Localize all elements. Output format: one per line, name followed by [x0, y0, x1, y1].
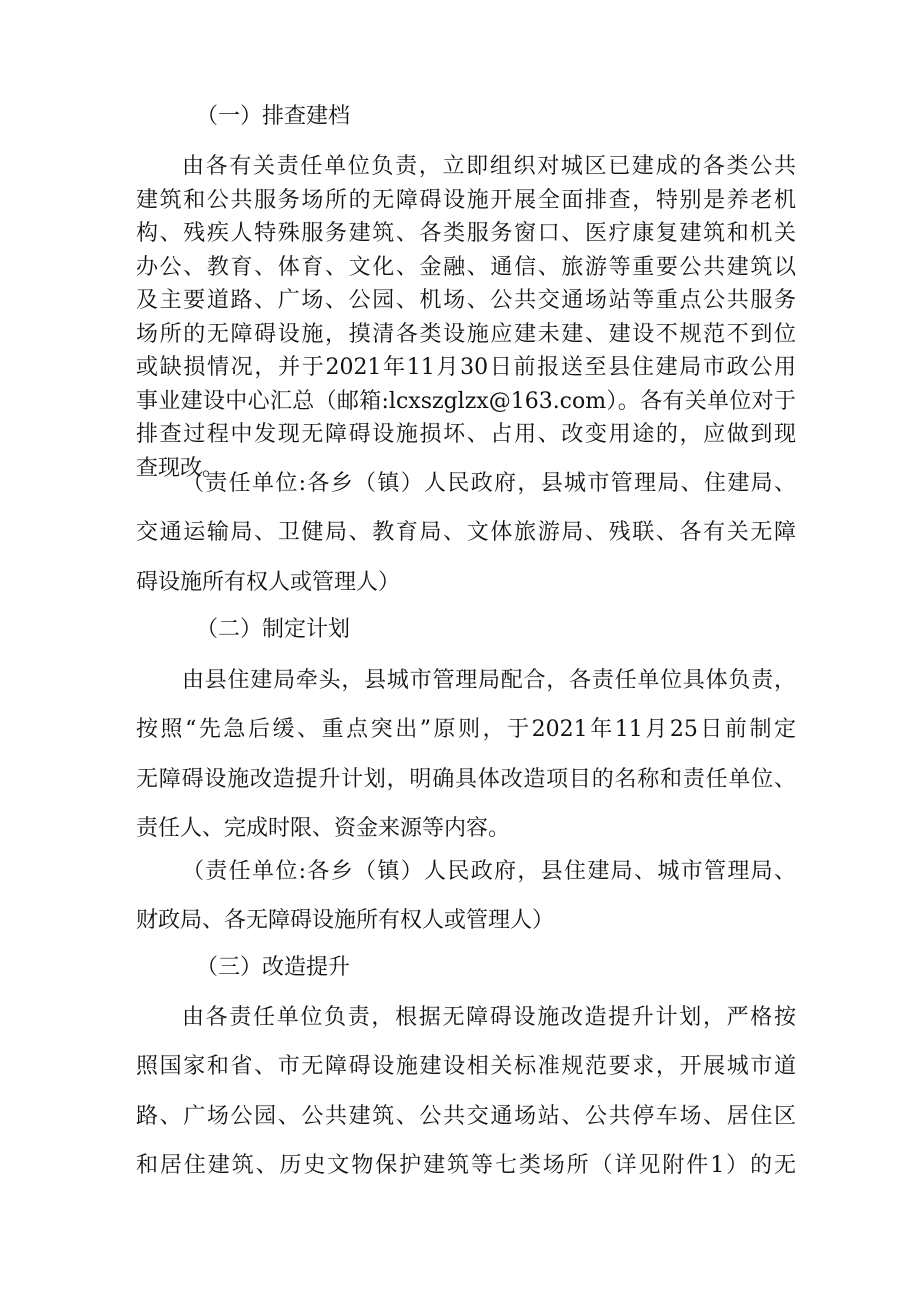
responsibility-line: 交通运输局、卫健局、教育局、文体旅游局、残联、各有关无障 — [136, 520, 796, 546]
body-line: 构、残疾人特殊服务建筑、各类服务窗口、医疗康复建筑和机关 — [136, 221, 796, 246]
body-line: 路、广场公园、公共建筑、公共交通场站、公共停车场、居住区 — [136, 1103, 796, 1129]
body-line: 无障碍设施改造提升计划，明确具体改造项目的名称和责任单位、 — [136, 766, 796, 792]
section-heading-2: （二）制定计划 — [196, 617, 351, 642]
body-line: 事业建设中心汇总（邮箱:lcxszglzx@163.com）。各有关单位对于 — [136, 388, 796, 414]
section-heading-1: （一）排查建档 — [196, 104, 351, 129]
section-heading-3: （三）改造提升 — [196, 955, 351, 980]
body-line: 由各有关责任单位负责，立即组织对城区已建成的各类公共 — [182, 154, 796, 179]
body-line: 按照“先急后缓、重点突出”原则，于2021年11月25日前制定 — [136, 717, 796, 743]
body-line: 和居住建筑、历史文物保护建筑等七类场所（详见附件1）的无 — [136, 1152, 796, 1178]
body-line: 查现改。 — [136, 455, 225, 481]
body-line: 照国家和省、市无障碍设施建设相关标准规范要求，开展城市道 — [136, 1054, 796, 1080]
responsibility-line: 碍设施所有权人或管理人） — [136, 569, 401, 595]
body-line: 由各责任单位负责，根据无障碍设施改造提升计划，严格按 — [182, 1005, 796, 1030]
section-2-body — [136, 656, 796, 853]
body-line: 由县住建局牵头，县城市管理局配合，各责任单位具体负责， — [182, 668, 796, 693]
section-2-responsibility — [136, 847, 796, 946]
body-line: 排查过程中发现无障碍设施损坏、占用、改变用途的，应做到现 — [136, 422, 796, 447]
body-line: 或缺损情况，并于2021年11月30日前报送至县住建局市政公用 — [136, 355, 796, 380]
section-3-body — [136, 993, 796, 1190]
responsibility-line: （责任单位:各乡（镇）人民政府，县住建局、城市管理局、 — [182, 859, 796, 884]
body-line: 建筑和公共服务场所的无障碍设施开展全面排查，特别是养老机 — [136, 187, 796, 213]
section-1-responsibility — [136, 459, 796, 607]
body-line: 责任人、完成时限、资金来源等内容。 — [136, 815, 511, 841]
body-line: 场所的无障碍设施，摸清各类设施应建未建、建设不规范不到位 — [136, 321, 796, 347]
body-line: 及主要道路、广场、公园、机场、公共交通场站等重点公共服务 — [136, 288, 796, 313]
responsibility-line: （责任单位:各乡（镇）人民政府，县城市管理局、住建局、 — [182, 471, 796, 496]
body-line: 办公、教育、体育、文化、金融、通信、旅游等重要公共建筑以 — [136, 254, 796, 280]
section-1-body — [136, 150, 796, 485]
responsibility-line: 财政局、各无障碍设施所有权人或管理人） — [136, 908, 555, 934]
